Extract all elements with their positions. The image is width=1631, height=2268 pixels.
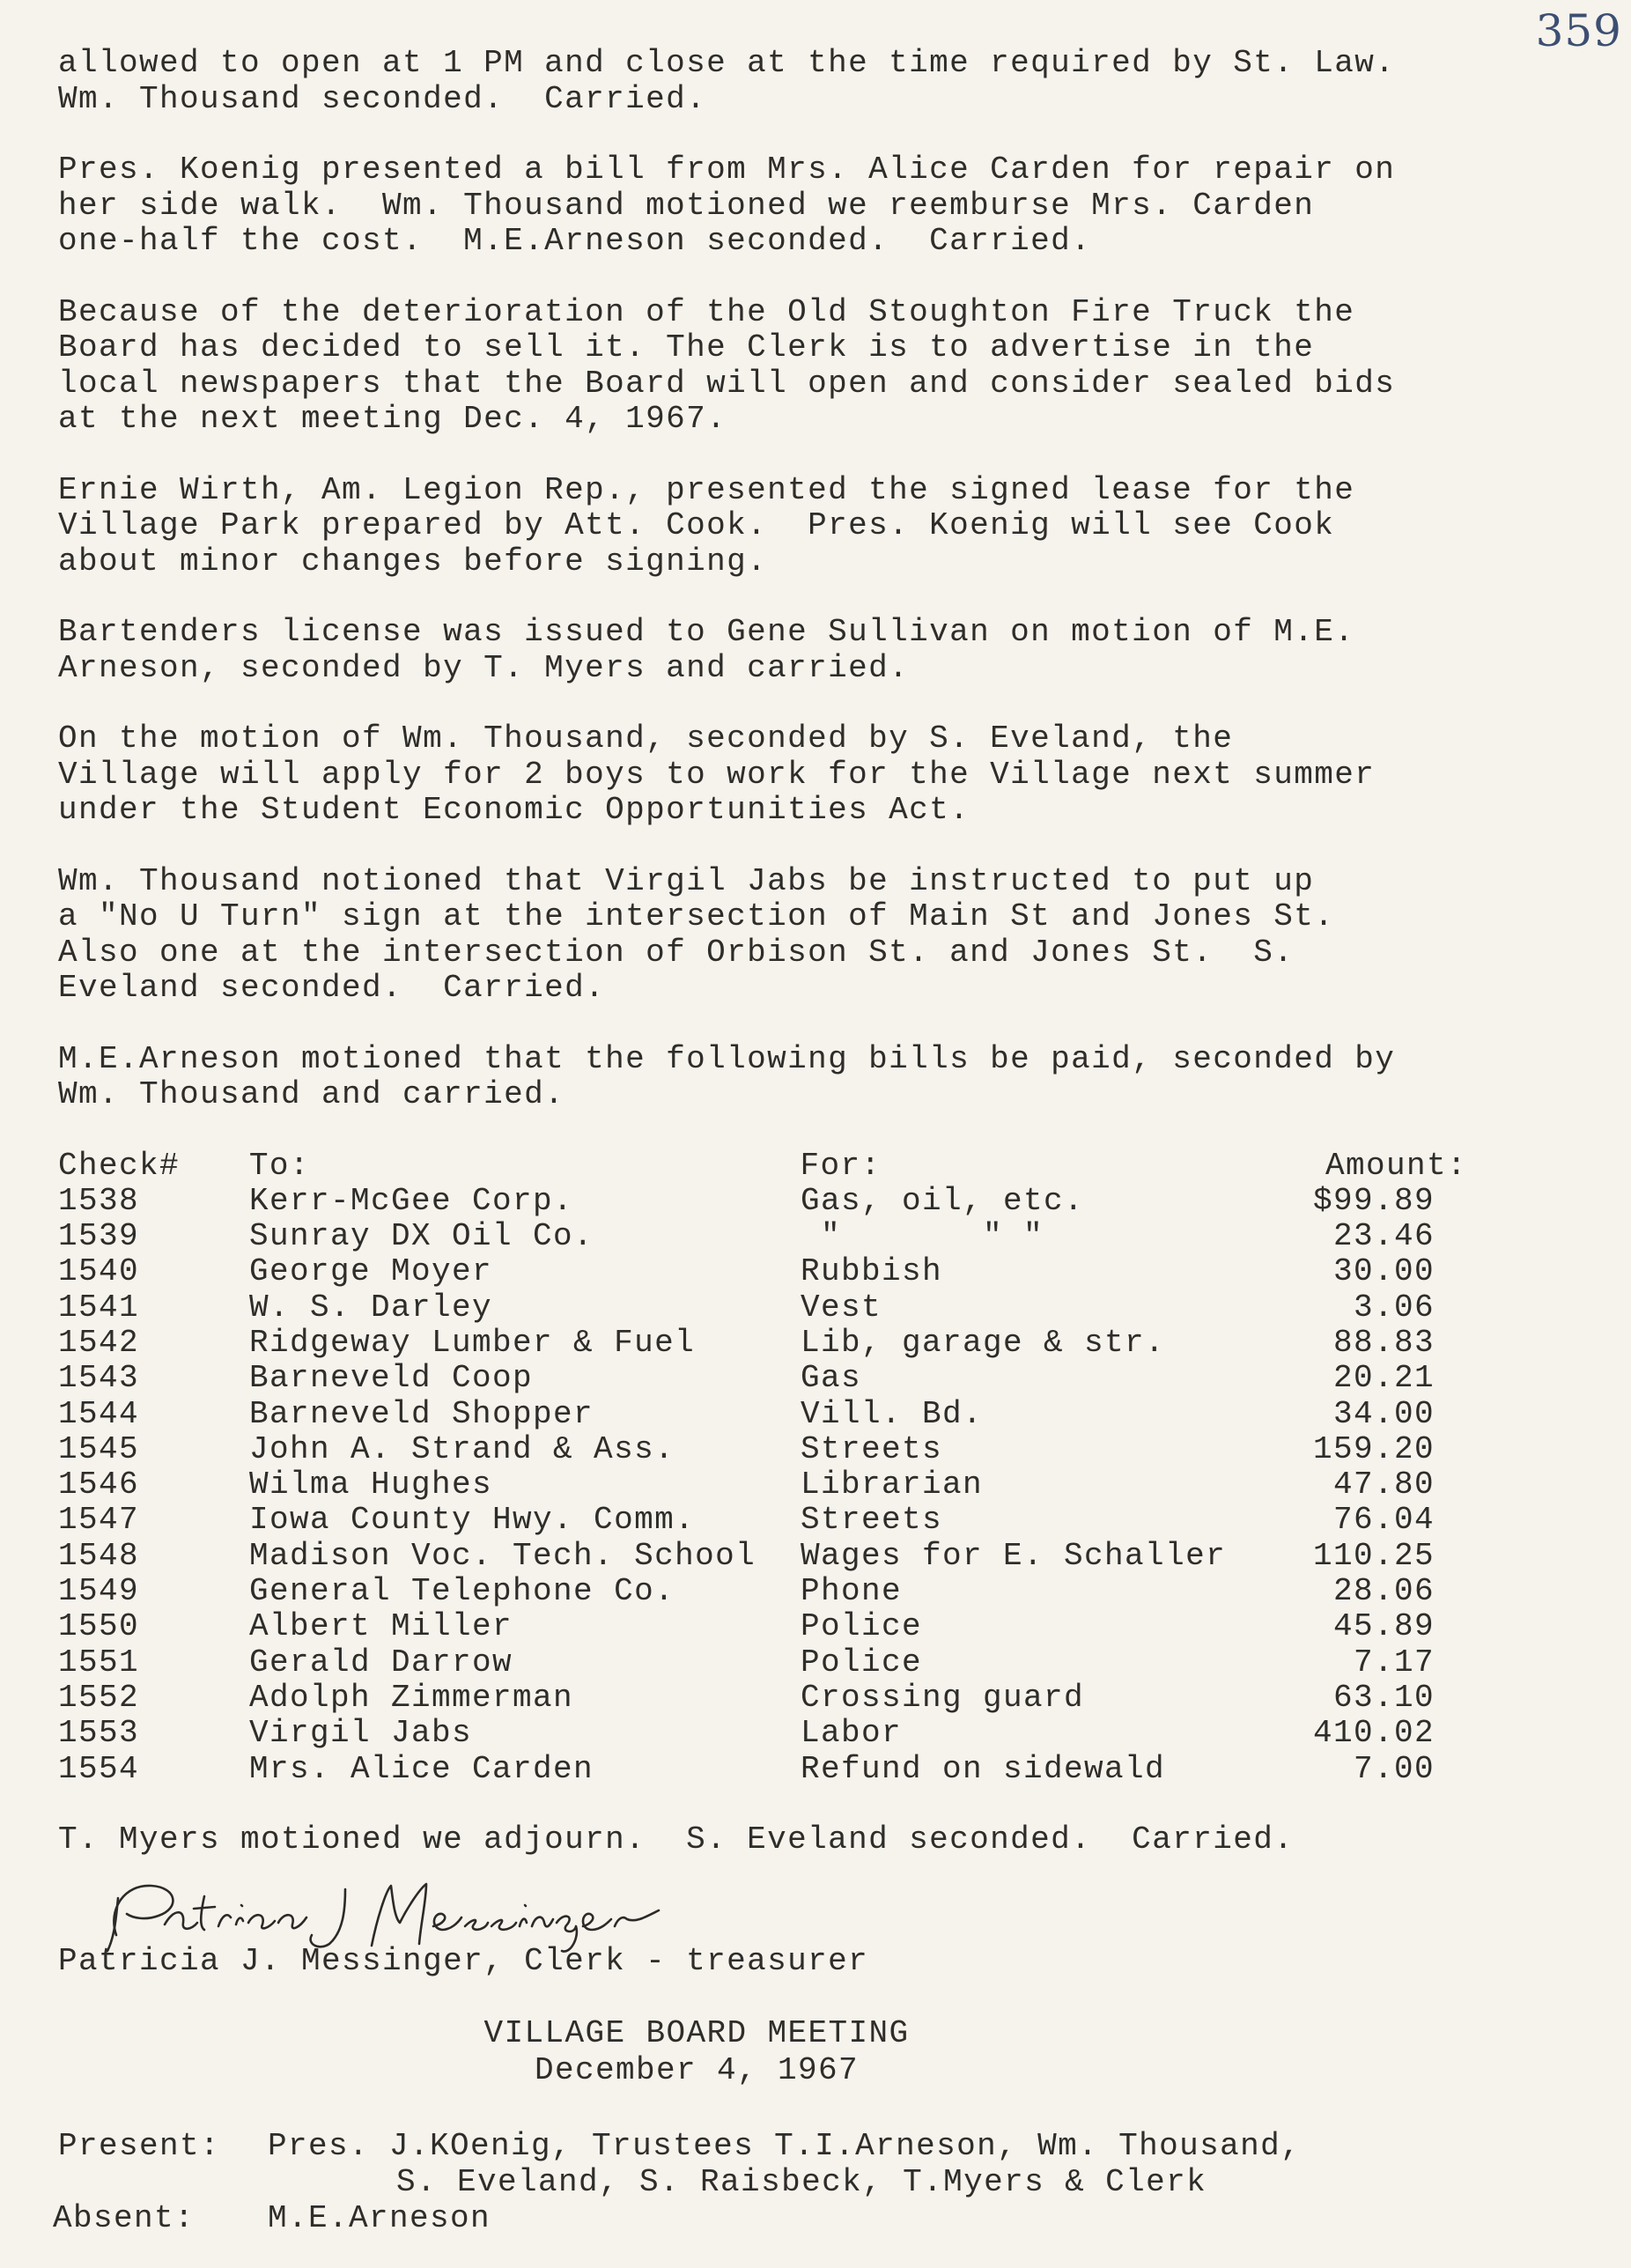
bill-payee: General Telephone Co. bbox=[249, 1573, 675, 1610]
absent-label: Absent: bbox=[53, 2199, 196, 2236]
clerk-name-title: Patricia J. Messinger, Clerk - treasurer bbox=[58, 1943, 869, 1980]
bill-check-number: 1542 bbox=[58, 1324, 140, 1361]
header-to: To: bbox=[248, 1147, 310, 1184]
paragraph-line: her side walk. Wm. Thousand motioned we reemburse Mrs. Carden bbox=[58, 187, 1315, 224]
bill-payee: Madison Voc. Tech. School bbox=[249, 1537, 756, 1574]
bill-purpose: Labor bbox=[801, 1715, 903, 1752]
minutes-paragraph bbox=[58, 473, 1467, 580]
bill-check-number: 1551 bbox=[58, 1644, 140, 1681]
meeting-title: VILLAGE BOARD MEETING bbox=[483, 2014, 910, 2051]
minutes-paragraph bbox=[58, 46, 1467, 117]
bill-check-number: 1554 bbox=[58, 1750, 140, 1787]
bill-check-number: 1539 bbox=[58, 1218, 140, 1255]
bill-check-number: 1545 bbox=[58, 1430, 140, 1467]
bill-amount: 23.46 bbox=[1332, 1218, 1435, 1255]
paragraph-line: Village Park prepared by Att. Cook. Pres. Koenig will see Cook bbox=[58, 507, 1335, 543]
bill-row bbox=[58, 1467, 1467, 1503]
bill-payee: Virgil Jabs bbox=[249, 1715, 473, 1752]
bill-check-number: 1549 bbox=[58, 1573, 140, 1610]
bill-row bbox=[58, 1290, 1467, 1326]
bill-row bbox=[58, 1219, 1467, 1254]
paragraph-line: Also one at the intersection of Orbison St. and Jones St. S. bbox=[58, 934, 1295, 971]
minutes-paragraph bbox=[58, 295, 1467, 438]
paragraph-line: about minor changes before signing. bbox=[58, 543, 768, 580]
minutes-paragraph bbox=[58, 152, 1467, 260]
minutes-body bbox=[53, 45, 1467, 2236]
paragraph-line: M.E.Arneson motioned that the following bills be paid, seconded by bbox=[58, 1040, 1396, 1077]
present-label: Present: bbox=[58, 2127, 221, 2164]
bill-purpose: Police bbox=[801, 1608, 923, 1645]
bill-row bbox=[58, 1716, 1467, 1751]
bill-check-number: 1540 bbox=[58, 1253, 140, 1290]
bill-purpose: Vill. Bd. bbox=[801, 1395, 984, 1432]
present-row-continued bbox=[58, 2164, 1467, 2200]
bill-amount: 45.89 bbox=[1332, 1608, 1435, 1645]
bill-check-number: 1547 bbox=[58, 1502, 140, 1539]
bill-payee: Barneveld Shopper bbox=[249, 1395, 594, 1432]
minutes-paragraph bbox=[58, 1042, 1467, 1113]
header-amount: Amount: bbox=[1325, 1147, 1467, 1184]
bill-amount: 159.20 bbox=[1312, 1430, 1435, 1467]
bill-amount: 3.06 bbox=[1353, 1289, 1435, 1326]
bill-amount: 110.25 bbox=[1312, 1537, 1435, 1574]
bill-row bbox=[58, 1681, 1467, 1716]
bill-purpose: Crossing guard bbox=[801, 1679, 1085, 1716]
bill-row bbox=[58, 1609, 1467, 1644]
motions-section bbox=[58, 46, 1467, 1113]
bills-table-body bbox=[58, 1184, 1467, 1787]
bill-check-number: 1550 bbox=[58, 1608, 140, 1645]
bill-row bbox=[58, 1574, 1467, 1609]
paragraph-line: Pres. Koenig presented a bill from Mrs. Alice Carden for repair on bbox=[58, 151, 1396, 188]
paragraph-line: Village will apply for 2 boys to work for the Village next summer bbox=[58, 756, 1376, 793]
bill-amount: $99.89 bbox=[1312, 1182, 1435, 1219]
bill-row bbox=[58, 1752, 1467, 1787]
bill-purpose: " " " bbox=[801, 1218, 1044, 1255]
bill-check-number: 1553 bbox=[58, 1715, 140, 1752]
bill-purpose: Rubbish bbox=[801, 1253, 943, 1290]
paragraph-line: allowed to open at 1 PM and close at the time required by St. Law. bbox=[58, 45, 1396, 81]
paragraph-line: a "No U Turn" sign at the intersection of Main St and Jones St. bbox=[58, 898, 1335, 935]
bill-row bbox=[58, 1645, 1467, 1681]
paragraph-line: one-half the cost. M.E.Arneson seconded. Carried. bbox=[58, 223, 1092, 259]
meeting-heading bbox=[58, 2015, 1335, 2089]
bill-payee: John A. Strand & Ass. bbox=[249, 1430, 675, 1467]
bill-payee: Kerr-McGee Corp. bbox=[249, 1182, 574, 1219]
paragraph-line: Bartenders license was issued to Gene Sullivan on motion of M.E. bbox=[58, 614, 1355, 650]
clerk-signature bbox=[58, 1873, 1467, 1944]
bill-row bbox=[58, 1432, 1467, 1467]
bill-purpose: Gas, oil, etc. bbox=[801, 1182, 1085, 1219]
bill-check-number: 1543 bbox=[58, 1360, 140, 1397]
signature-graphic bbox=[81, 1873, 715, 1961]
bill-payee: George Moyer bbox=[249, 1253, 493, 1290]
bill-check-number: 1552 bbox=[58, 1679, 140, 1716]
bill-amount: 20.21 bbox=[1332, 1360, 1435, 1397]
page-number: 359 bbox=[1535, 5, 1622, 56]
present-list-line2: S. Eveland, S. Raisbeck, T.Myers & Clerk bbox=[396, 2163, 1207, 2200]
bill-amount: 30.00 bbox=[1332, 1253, 1435, 1290]
bills-table bbox=[58, 1149, 1467, 1787]
bills-table-header bbox=[58, 1149, 1467, 1184]
bill-payee: Wilma Hughes bbox=[249, 1466, 493, 1503]
header-check: Check# bbox=[58, 1147, 181, 1184]
minutes-paragraph bbox=[58, 615, 1467, 686]
bill-amount: 7.00 bbox=[1353, 1750, 1435, 1787]
bill-purpose: Lib, garage & str. bbox=[801, 1324, 1166, 1361]
paragraph-line: Wm. Thousand and carried. bbox=[58, 1076, 565, 1112]
bill-purpose: Phone bbox=[801, 1573, 903, 1610]
bill-check-number: 1548 bbox=[58, 1537, 140, 1574]
bill-check-number: 1541 bbox=[58, 1289, 140, 1326]
bill-amount: 63.10 bbox=[1332, 1679, 1435, 1716]
bill-payee: Barneveld Coop bbox=[249, 1360, 534, 1397]
bill-purpose: Refund on sidewald bbox=[801, 1750, 1166, 1787]
bill-row bbox=[58, 1361, 1467, 1396]
paragraph-line: Board has decided to sell it. The Clerk is to advertise in the bbox=[58, 329, 1315, 366]
paragraph-line: under the Student Economic Opportunities Act. bbox=[58, 792, 970, 828]
bill-payee: Albert Miller bbox=[249, 1608, 513, 1645]
bill-row bbox=[58, 1539, 1467, 1574]
meeting-date: December 4, 1967 bbox=[534, 2051, 860, 2088]
bill-payee: Ridgeway Lumber & Fuel bbox=[249, 1324, 696, 1361]
paragraph-line: Ernie Wirth, Am. Legion Rep., presented the signed lease for the bbox=[58, 471, 1355, 508]
absent-row bbox=[53, 2199, 1467, 2236]
bill-row bbox=[58, 1184, 1467, 1219]
bill-amount: 28.06 bbox=[1332, 1573, 1435, 1610]
bill-payee: Mrs. Alice Carden bbox=[249, 1750, 594, 1787]
paragraph-line: at the next meeting Dec. 4, 1967. bbox=[58, 401, 727, 437]
bill-payee: Iowa County Hwy. Comm. bbox=[249, 1502, 696, 1539]
present-list-line1: Pres. J.KOenig, Trustees T.I.Arneson, Wm. Thousand, bbox=[268, 2127, 1302, 2164]
bill-amount: 76.04 bbox=[1332, 1502, 1435, 1539]
minutes-paragraph bbox=[58, 864, 1467, 1007]
bill-amount: 410.02 bbox=[1312, 1715, 1435, 1752]
bill-payee: Gerald Darrow bbox=[249, 1644, 513, 1681]
bill-purpose: Police bbox=[801, 1644, 923, 1681]
present-row bbox=[58, 2128, 1467, 2164]
header-for: For: bbox=[800, 1147, 882, 1184]
bill-check-number: 1544 bbox=[58, 1395, 140, 1432]
bill-payee: Adolph Zimmerman bbox=[249, 1679, 574, 1716]
paragraph-line: Because of the deterioration of the Old Stoughton Fire Truck the bbox=[58, 293, 1355, 330]
bill-purpose: Librarian bbox=[801, 1466, 984, 1503]
bill-check-number: 1546 bbox=[58, 1466, 140, 1503]
adjourn-motion: T. Myers motioned we adjourn. S. Eveland seconded. Carried. bbox=[58, 1821, 1295, 1858]
paragraph-line: local newspapers that the Board will open and consider sealed bids bbox=[58, 365, 1396, 402]
bill-purpose: Gas bbox=[801, 1360, 862, 1397]
bill-amount: 47.80 bbox=[1332, 1466, 1435, 1503]
bill-row bbox=[58, 1397, 1467, 1432]
bill-purpose: Vest bbox=[801, 1289, 882, 1326]
bill-amount: 88.83 bbox=[1332, 1324, 1435, 1361]
paragraph-line: On the motion of Wm. Thousand, seconded by S. Eveland, the bbox=[58, 720, 1234, 757]
minutes-paragraph bbox=[58, 721, 1467, 829]
bill-amount: 34.00 bbox=[1332, 1395, 1435, 1432]
bill-purpose: Streets bbox=[801, 1430, 943, 1467]
bill-payee: W. S. Darley bbox=[249, 1289, 493, 1326]
bill-amount: 7.17 bbox=[1353, 1644, 1435, 1681]
paragraph-line: Eveland seconded. Carried. bbox=[58, 970, 606, 1006]
absent-list: M.E.Arneson bbox=[268, 2199, 491, 2236]
bill-purpose: Streets bbox=[801, 1502, 943, 1539]
bill-row bbox=[58, 1326, 1467, 1361]
paragraph-line: Wm. Thousand notioned that Virgil Jabs be instructed to put up bbox=[58, 862, 1315, 899]
bill-check-number: 1538 bbox=[58, 1182, 140, 1219]
bill-row bbox=[58, 1254, 1467, 1289]
bill-row bbox=[58, 1503, 1467, 1538]
bill-purpose: Wages for E. Schaller bbox=[801, 1537, 1227, 1574]
paragraph-line: Arneson, seconded by T. Myers and carried. bbox=[58, 649, 910, 686]
paragraph-line: Wm. Thousand seconded. Carried. bbox=[58, 80, 707, 117]
bill-payee: Sunray DX Oil Co. bbox=[249, 1218, 594, 1255]
attendance-section bbox=[53, 2127, 1467, 2236]
